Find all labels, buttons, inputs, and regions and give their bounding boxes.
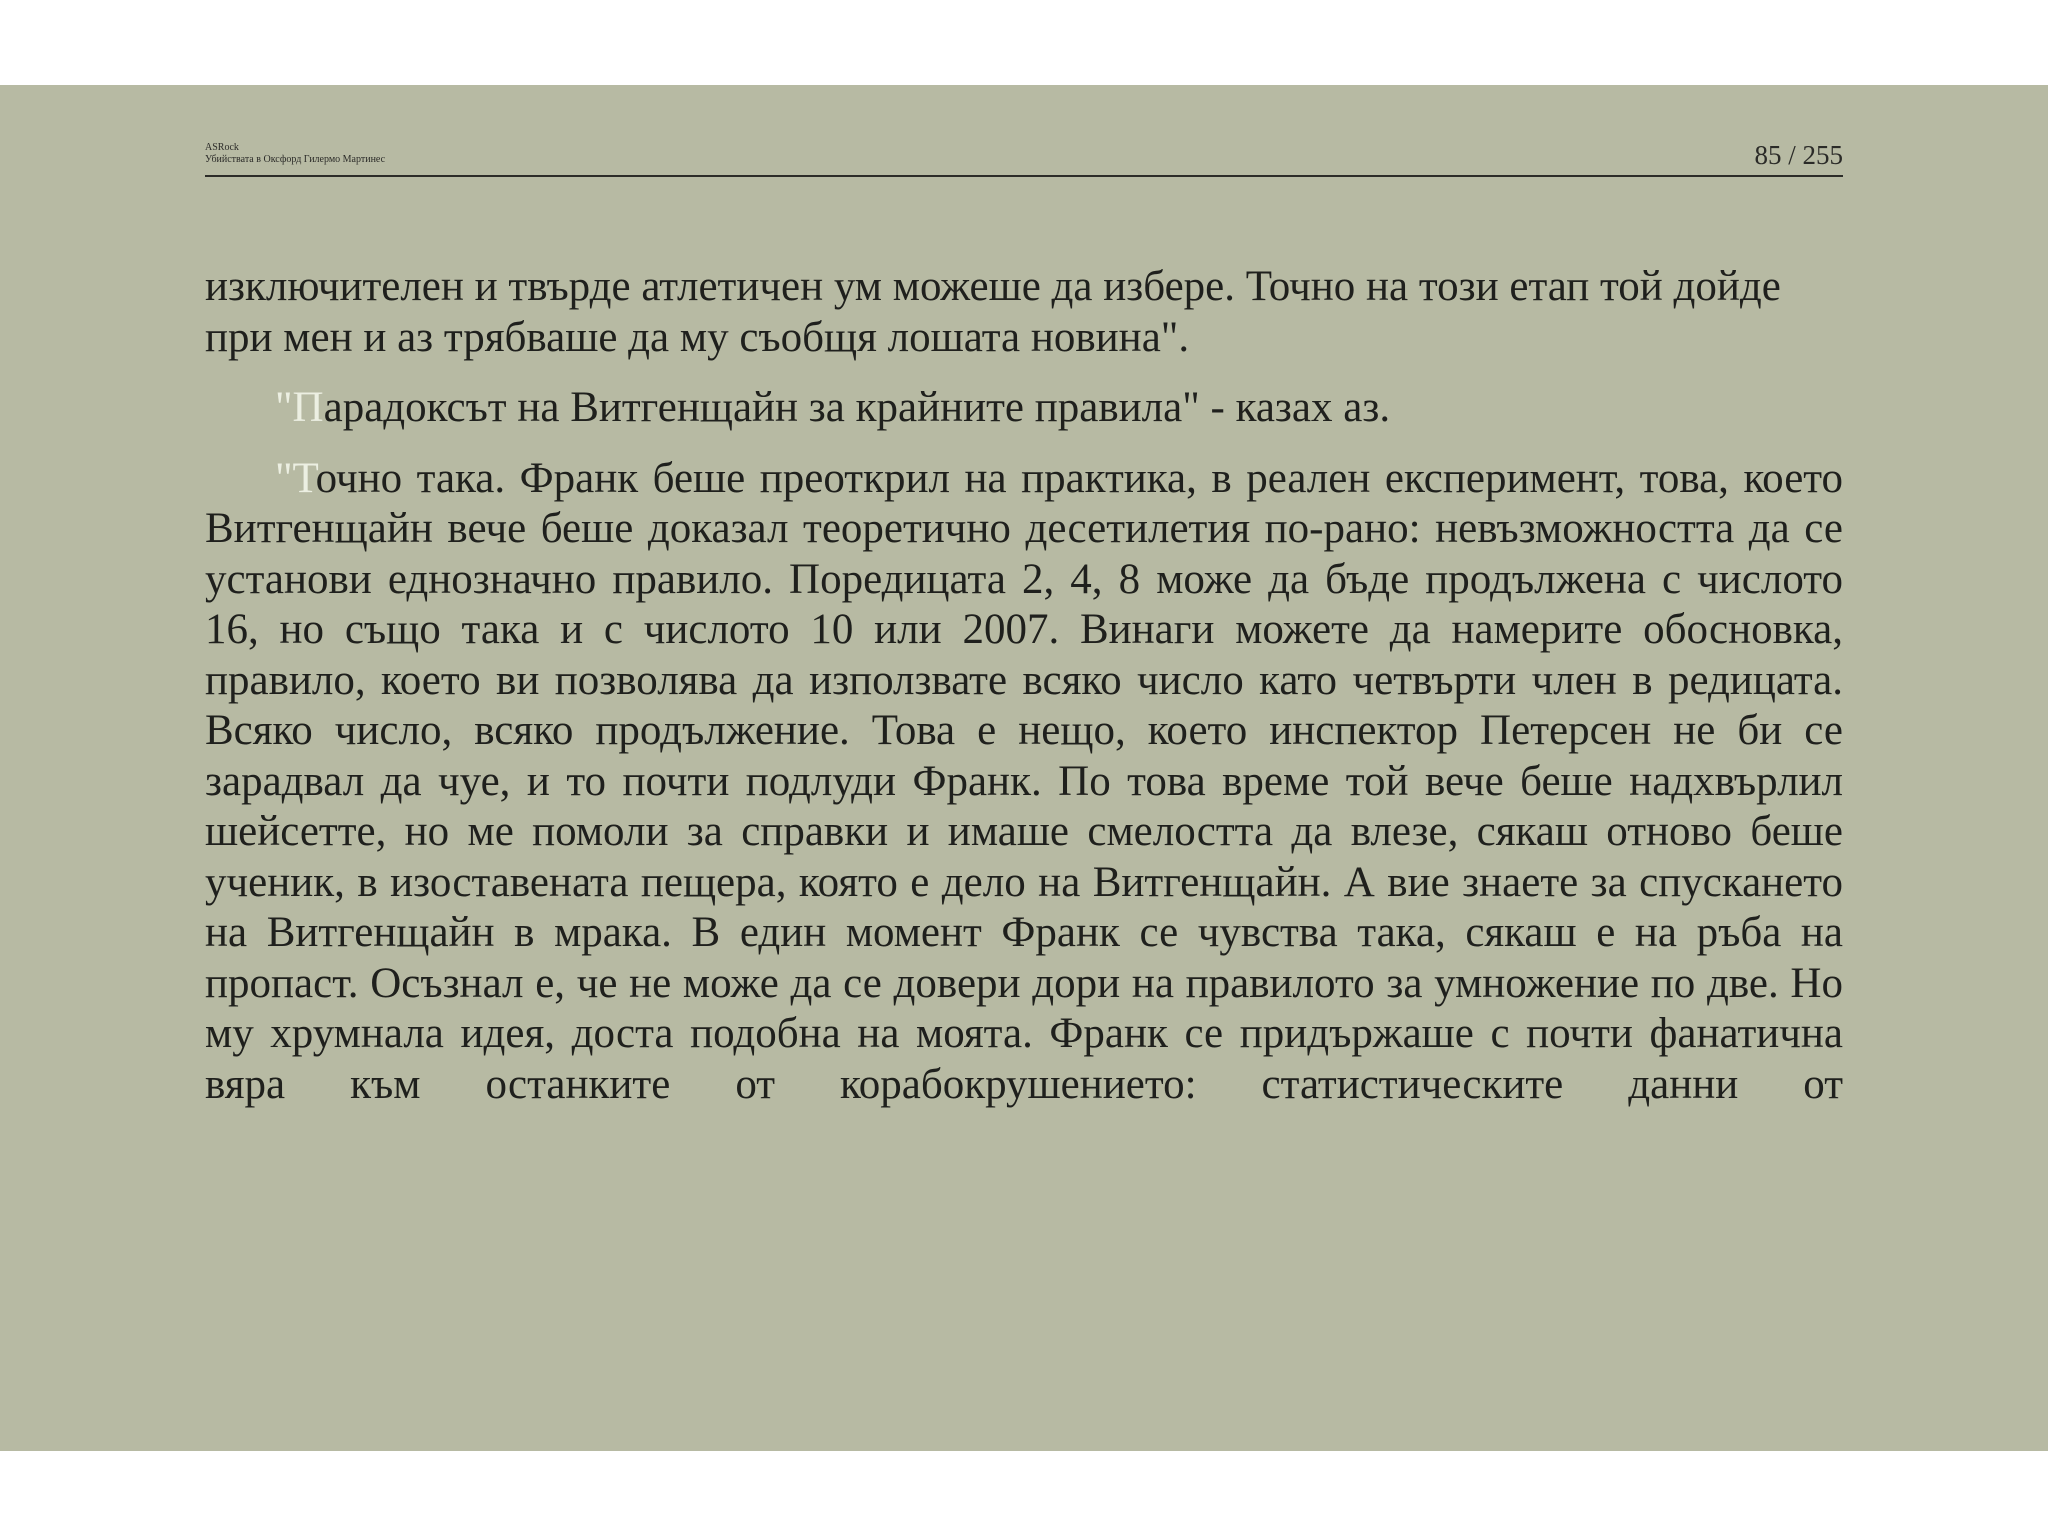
header-book-title: Убийствата в Оксфорд Гилермо Мартинес (205, 154, 386, 165)
paragraph-text: очно така. Франк беше преоткрил на практика, в реален експеримент, това, което Витгенщайн вече беше доказал теоретично десетилетия по-рано: невъзможността да се установи еднозначно правило. Поредицата 2, 4, 8 може да бъде продължена с числото 16, но също така и с числото 10 или 2007. Винаги можете да намерите обосновка, правило, което ви позволява да използвате всяко число като четвърти член в редицата. Всяко число, всяко продължение. Това е нещо, което инспектор Петерсен не би се зарадвал да чуе, и то почти подлуди Франк. По това време той вече беше надхвърлил шейсетте, но ме помоли за справки и имаше смелостта да влезе, сякаш отново беше ученик, в изоставената пещера, която е дело на Витгенщайн. А вие знаете за спускането на Витгенщайн в мрака. В един момент Франк се чувства така, сякаш е на ръба на пропаст. Осъзнал е, че не може да се довери дори на правилото за умножение по две. Но му хрумнала идея, доста подобна на моята. Франк се придържаше с почти фанатична вяра към останките от корабокрушението: статистическите данни от (205, 454, 1843, 1108)
paragraph-text: изключителен и твърде атлетичен ум можеше да избере. Точно на този етап той дойде при мен и аз трябваше да му съобщя лошата новина". (205, 263, 1781, 361)
book-text (205, 262, 1843, 1110)
paragraph-lead: "Т (275, 454, 316, 502)
page-indicator: 85 / 255 (1754, 140, 1843, 170)
paragraph-lead: "П (275, 384, 324, 431)
paragraph (205, 262, 1843, 363)
page-header (205, 137, 1843, 177)
paragraph (205, 383, 1843, 434)
header-source: ASRock (205, 142, 239, 153)
header-meta (205, 142, 385, 166)
paragraph (205, 454, 1843, 1111)
paragraph-text: арадоксът на Витгенщайн за крайните правила" - казах аз. (323, 384, 1391, 431)
